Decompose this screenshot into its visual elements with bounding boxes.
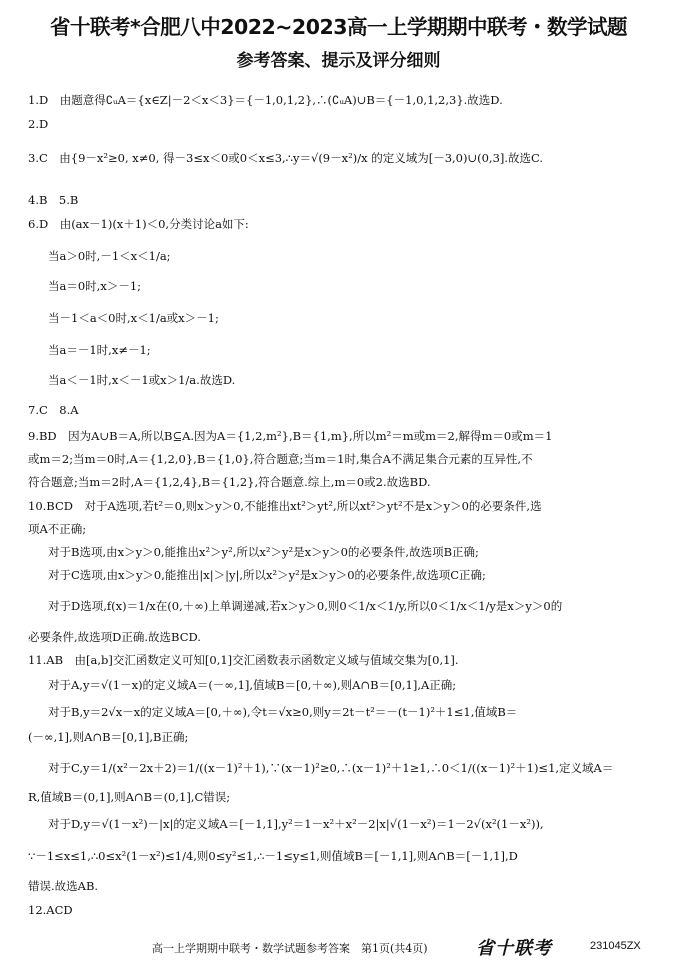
answer-line: 3.C 由{9－x²≥0, x≠0, 得－3≤x＜0或0＜x≤3,∴y＝√(9－x²)/x 的定义域为[－3,0)∪(0,3].故选C. bbox=[28, 151, 544, 165]
answer-line: 对于B,y＝2√x－x的定义域A＝[0,＋∞),令t＝√x≥0,则y＝2t－t²＝－(t－1)²＋1≤1,值域B＝ bbox=[48, 705, 518, 719]
answer-line: 对于B选项,由x＞y＞0,能推出x²＞y²,所以x²＞y²是x＞y＞0的必要条件,故选项B正确; bbox=[48, 545, 479, 559]
answer-line: 对于D,y＝√(1－x²)－|x|的定义域A＝[－1,1],y²＝1－x²＋x²－2|x|√(1－x²)＝1－2√(x²(1－x²)), bbox=[48, 817, 544, 831]
answer-line: 当a＝0时,x＞－1; bbox=[48, 279, 142, 293]
answer-line: 对于C,y＝1/(x²－2x＋2)＝1/((x－1)²＋1),∵(x－1)²≥0,∴(x－1)²＋1≥1,∴0＜1/((x－1)²＋1)≤1,定义域A＝ bbox=[48, 761, 614, 775]
answer-line: 对于A,y＝√(1－x)的定义域A＝(－∞,1],值域B＝[0,＋∞),则A∩B＝[0,1],A正确; bbox=[48, 678, 457, 692]
answer-line: 12.ACD bbox=[28, 903, 73, 917]
answer-line: 错误.故选AB. bbox=[28, 879, 99, 893]
answer-line: 必要条件,故选项D正确.故选BCD. bbox=[28, 630, 201, 644]
answer-line: 项A不正确; bbox=[28, 522, 87, 536]
answer-line: 当a＞0时,－1＜x＜1/a; bbox=[48, 249, 171, 263]
answer-line: 当－1＜a＜0时,x＜1/a或x＞－1; bbox=[48, 311, 219, 325]
footer-code: 231045ZX bbox=[590, 940, 641, 952]
answer-line: 2.D bbox=[28, 117, 49, 131]
answer-line: 11.AB 由[a,b]交汇函数定义可知[0,1]交汇函数表示函数定义域与值域交集为[0,1]. bbox=[28, 653, 459, 667]
answer-line: (－∞,1],则A∩B＝[0,1],B正确; bbox=[28, 730, 189, 744]
answer-line: 6.D 由(ax－1)(x＋1)＜0,分类讨论a如下: bbox=[28, 217, 249, 231]
answer-line: 当a＜－1时,x＜－1或x＞1/a.故选D. bbox=[48, 373, 236, 387]
answer-line: R,值域B＝(0,1],则A∩B＝(0,1],C错误; bbox=[28, 790, 231, 804]
answer-line: 1.D 由题意得∁ᵤA＝{x∈Z|－2＜x＜3}＝{－1,0,1,2},∴(∁ᵤA)∪B＝{－1,0,1,2,3}.故选D. bbox=[28, 93, 503, 107]
answer-line: 对于D选项,f(x)＝1/x在(0,＋∞)上单调递减,若x＞y＞0,则0＜1/x＜1/y,所以0＜1/x＜1/y是x＞y＞0的 bbox=[48, 599, 563, 613]
answer-line: 10.BCD 对于A选项,若t²＝0,则x＞y＞0,不能推出xt²＞yt²,所以xt²＞yt²不是x＞y＞0的必要条件,选 bbox=[28, 499, 542, 513]
answer-line: 对于C选项,由x＞y＞0,能推出|x|＞|y|,所以x²＞y²是x＞y＞0的必要条件,故选项C正确; bbox=[48, 568, 486, 582]
answer-line: 或m＝2;当m＝0时,A＝{1,2,0},B＝{1,0},符合题意;当m＝1时,集合A不满足集合元素的互异性,不 bbox=[28, 452, 533, 466]
answer-line: 7.C 8.A bbox=[28, 403, 79, 417]
answer-line: 9.BD 因为A∪B＝A,所以B⊆A.因为A＝{1,2,m²},B＝{1,m},所以m²＝m或m＝2,解得m＝0或m＝1 bbox=[28, 429, 553, 443]
answer-line: 4.B 5.B bbox=[28, 193, 79, 207]
answer-line: 符合题意;当m＝2时,A＝{1,2,4},B＝{1,2},符合题意.综上,m＝0或2.故选BD. bbox=[28, 475, 431, 489]
footer-page-info: 高一上学期期中联考・数学试题参考答案 第1页(共4页) bbox=[152, 942, 428, 955]
footer-logo: 省十联考 bbox=[476, 938, 552, 959]
answer-line: 当a＝－1时,x≠－1; bbox=[48, 343, 151, 357]
page-title: 省十联考*合肥八中2022~2023高一上学期期中联考・数学试题 bbox=[49, 15, 627, 39]
answer-line: ∵－1≤x≤1,∴0≤x²(1－x²)≤1/4,则0≤y²≤1,∴－1≤y≤1,则值域B＝[－1,1],则A∩B＝[－1,1],D bbox=[28, 849, 518, 863]
page-subtitle: 参考答案、提示及评分细则 bbox=[236, 51, 441, 71]
